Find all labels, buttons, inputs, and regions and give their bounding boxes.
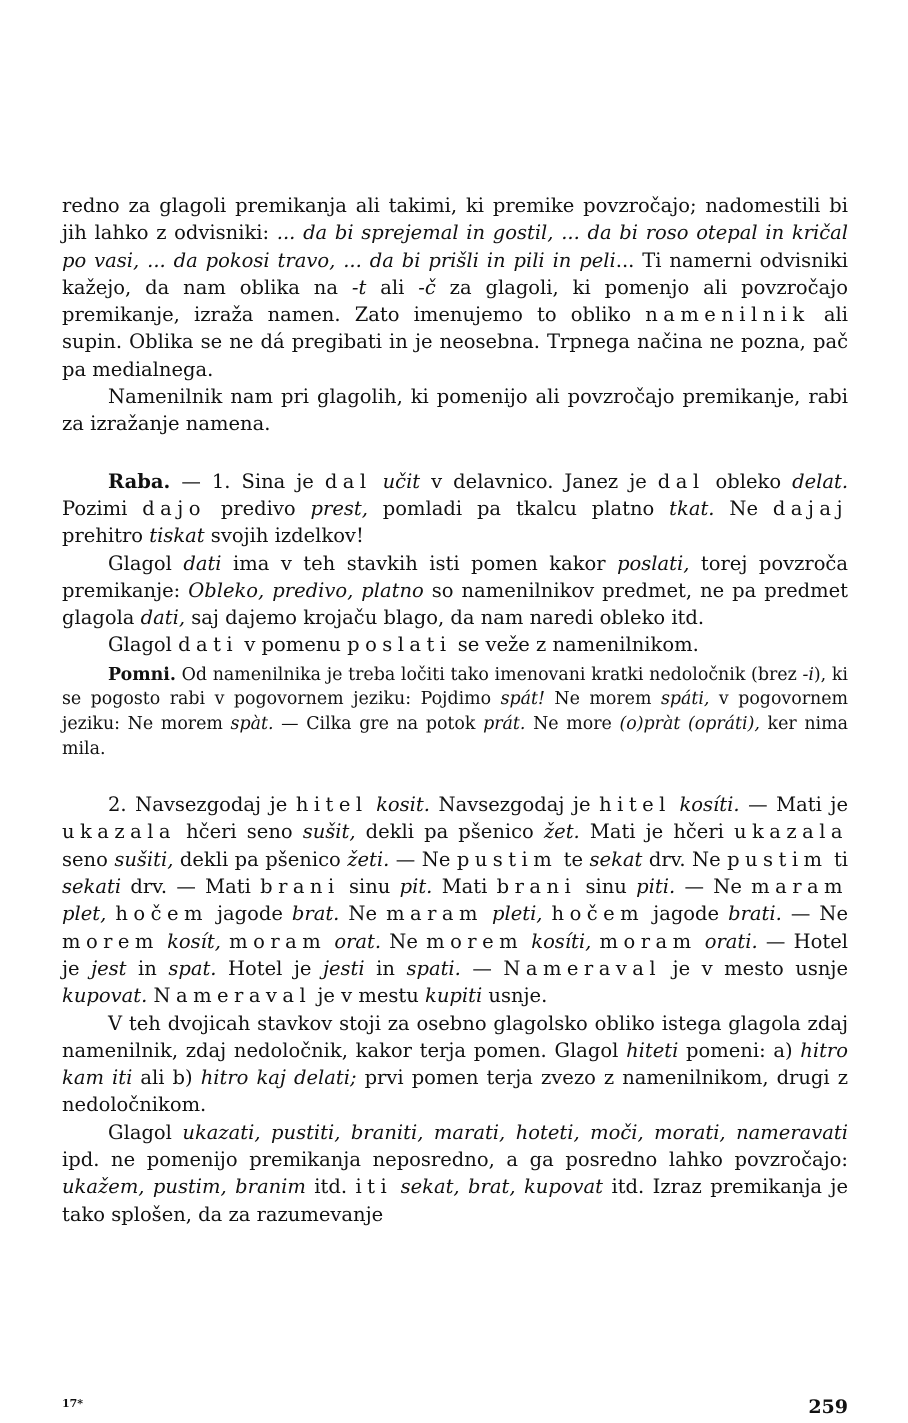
text-run: [483, 902, 492, 925]
spaced-text: moram: [599, 929, 697, 953]
spaced-text: brani: [496, 875, 577, 899]
text-run: Mati je hčeri: [579, 820, 735, 844]
text-run: [106, 902, 115, 925]
text-run: V teh dvojicah stavkov stoji za osebno glagolsko obliko istega glagola zdaj namenilnik, zdaj nedoločnik, kakor terja pomen. Glagol: [62, 1011, 848, 1062]
paragraph: [62, 383, 848, 438]
text-run: pomladi pa tkalcu platno: [367, 496, 670, 520]
italic-text: žet.: [543, 820, 580, 844]
italic-text: sušit,: [302, 820, 356, 844]
paragraph: [62, 631, 848, 658]
spaced-text: iti: [355, 1175, 393, 1199]
spaced-text: hitel: [599, 793, 671, 817]
spaced-text: dajo: [142, 496, 206, 520]
italic-text: plet,: [62, 902, 107, 926]
spaced-text: dati: [178, 633, 239, 657]
text-run: hčeri seno: [175, 820, 303, 844]
text-run: — 1. Sina je: [170, 469, 325, 493]
italic-text: piti.: [636, 875, 676, 899]
italic-text: ... da bi sprejemal in gostil, ... da bi roso otepal in kričal po vasi, ... da pokosi travo, ... da bi prišli in pili in peli: [62, 221, 848, 272]
italic-text: pit.: [399, 875, 433, 899]
text-run: ali supin. Oblika se ne dá pregibati in je neosebna. Trpnega načina ne pozna, pač pa medialnega.: [62, 303, 848, 381]
text-run: — Mati je: [739, 793, 848, 817]
italic-text: kosíti,: [531, 929, 592, 953]
text-run: drv. — Mati: [121, 875, 261, 899]
paragraph: [62, 791, 848, 1009]
italic-text: prest,: [310, 496, 368, 520]
italic-text: spát!: [500, 689, 545, 710]
signature-mark: 17*: [62, 1397, 84, 1410]
text-run: pomeni: a): [678, 1038, 801, 1062]
italic-text: učit: [382, 469, 421, 493]
text-run: redno za glagoli premikanja ali takimi, ki premike povzročajo; nadomestili bi jih lahko z odvisniki:: [62, 194, 848, 245]
text-run: Glagol: [108, 633, 179, 657]
paragraph: [62, 550, 848, 632]
text-run: sinu: [576, 875, 637, 899]
italic-text: orat.: [334, 929, 382, 953]
text-run: — Hotel je: [62, 929, 848, 980]
text-run: Ne: [381, 929, 427, 953]
page-footer: [62, 1388, 848, 1418]
italic-text: tiskat: [149, 524, 205, 548]
italic-text: kupiti: [425, 984, 483, 1008]
spaced-text: morem: [426, 929, 524, 953]
spaced-text: hočem: [115, 902, 208, 926]
italic-text: -č: [418, 275, 436, 299]
text-run: je v mesto usnje: [661, 956, 848, 980]
text-run: Ne morem: [544, 689, 661, 710]
text-run: [159, 930, 167, 953]
spaced-text: namenilnik: [645, 303, 810, 327]
text-run: [697, 930, 705, 953]
text-run: itd. Izraz premikanja je tako splošen, da za razumevanje: [62, 1175, 848, 1226]
text-run: ), ki se pogosto rabi v pogovornem jeziku: Pojdimo: [62, 664, 848, 710]
text-run: [221, 930, 229, 953]
text-run: ker nima mila.: [62, 713, 848, 759]
text-run: te: [557, 847, 590, 871]
italic-text: hitro kam iti: [62, 1038, 848, 1090]
text-run: jagode: [644, 902, 729, 926]
italic-text: tkat.: [669, 496, 715, 520]
italic-text: ukažem, pustim, branim: [62, 1175, 306, 1199]
italic-text: jesti: [322, 956, 365, 980]
text-run: saj dajemo krojaču blago, da nam naredi obleko itd.: [185, 606, 705, 630]
spaced-text: hitel: [295, 793, 368, 817]
spaced-text: ukazala: [62, 820, 176, 844]
text-run: v delavnico. Janez je: [420, 469, 658, 493]
italic-text: poslati,: [617, 551, 690, 575]
spaced-text: ukazala: [734, 820, 848, 844]
italic-text: pleti,: [491, 902, 543, 926]
text-run: — Cilka gre na potok: [273, 713, 484, 734]
text-run: — Ne: [781, 902, 848, 926]
text-run: je v mestu: [311, 984, 426, 1008]
text-run: seno: [62, 847, 115, 871]
text-run: — Ne: [389, 847, 457, 871]
bold-heading: Raba.: [108, 469, 171, 493]
text-run: Ne more: [525, 713, 620, 734]
italic-text: sušiti,: [114, 847, 174, 871]
italic-text: -i: [802, 664, 814, 685]
text-run: drv. Ne: [642, 847, 728, 871]
text-run: ... Ti namerni odvisniki kažejo, da nam oblika na: [62, 248, 848, 299]
spaced-text: dal: [657, 469, 705, 493]
paragraph: [62, 663, 848, 761]
italic-text: kupovat.: [62, 984, 148, 1008]
italic-text: -t: [351, 275, 367, 299]
italic-text: orati.: [704, 929, 758, 953]
text-run: in: [126, 956, 169, 980]
text-run: ali: [366, 275, 419, 299]
text-run: ipd. ne pomenijo premikanja neposredno, a ga posredno lahko povzročajo:: [62, 1147, 848, 1171]
text-run: Od namenilnika je treba ločiti tako imenovani kratki nedoločnik (brez: [175, 664, 803, 685]
spaced-text: Nameraval: [153, 984, 312, 1008]
text-run: [591, 930, 599, 953]
italic-text: spàt.: [230, 713, 274, 734]
text-run: svojih izdelkov!: [204, 524, 364, 548]
italic-text: sekat, brat, kupovat: [400, 1175, 604, 1199]
text-run: Hotel je: [216, 956, 323, 980]
text-run: dekli pa pšenico: [355, 820, 544, 844]
italic-text: brati.: [728, 902, 782, 926]
spaced-text: hočem: [551, 902, 645, 926]
italic-text: delat.: [792, 469, 849, 493]
text-run: [368, 793, 377, 816]
italic-text: spat.: [168, 956, 217, 980]
text-run: za glagoli, ki pomenjo ali povzročajo premikanje, izraža namen. Zato imenujemo to obliko: [62, 275, 849, 327]
spaced-text: pustim: [727, 847, 828, 871]
text-run: —: [460, 956, 504, 980]
text-run: sinu: [339, 875, 400, 899]
italic-text: jest: [91, 956, 127, 980]
text-run: ti: [827, 847, 849, 871]
text-run: [392, 1175, 400, 1198]
italic-text: dati: [183, 551, 222, 575]
text-run: in: [364, 956, 407, 980]
spaced-text: dajaj: [772, 496, 848, 520]
text-run: v pogovornem jeziku: Ne morem: [62, 689, 848, 734]
spaced-text: dal: [324, 469, 372, 493]
italic-text: spáti,: [660, 689, 710, 710]
text-run: jagode: [207, 902, 292, 926]
text-run: Glagol: [108, 1120, 183, 1144]
spaced-text: maram: [386, 902, 483, 926]
text-run: Pozimi: [62, 496, 143, 520]
text-run: torej povzroča premikanje:: [62, 551, 848, 602]
spaced-text: maram: [751, 875, 849, 899]
paragraph: [62, 192, 848, 383]
italic-text: hiteti: [626, 1038, 679, 1062]
page-number: 259: [808, 1396, 848, 1418]
italic-text: kosíti.: [679, 793, 740, 817]
spaced-text: poslati: [347, 633, 452, 657]
paragraph: [62, 468, 848, 550]
italic-text: (o)pràt (opráti),: [619, 713, 760, 734]
italic-text: prát.: [483, 713, 526, 734]
text-run: 2. Navsezgodaj je: [108, 793, 296, 817]
text-run: Mati: [432, 875, 497, 899]
text-run: dekli pa pšenico: [173, 847, 348, 871]
text-run: Navsezgodaj je: [429, 793, 600, 817]
spaced-text: morem: [62, 929, 159, 953]
text-run: Namenilnik nam pri glagolih, ki pomenijo ali povzročajo premikanje, rabi za izražanje namena.: [62, 385, 848, 436]
italic-text: brat.: [291, 902, 340, 926]
text-run: so namenilnikov predmet, ne pa predmet glagola: [62, 578, 848, 630]
italic-text: sekat: [589, 847, 643, 871]
italic-text: hitro kaj delati;: [200, 1066, 357, 1090]
text-run: usnje.: [482, 984, 548, 1008]
text-run: prvi pomen terja zvezo z namenilnikom, drugi z nedoločnikom.: [62, 1066, 848, 1117]
italic-text: spati.: [406, 956, 461, 980]
spaced-text: Nameraval: [503, 956, 662, 980]
page-body: [62, 192, 848, 1228]
spaced-text: moram: [229, 929, 327, 953]
text-run: prehitro: [62, 524, 150, 548]
italic-text: ukazati, pustiti, braniti, marati, hoteti, moči, morati, nameravati: [182, 1120, 848, 1144]
text-run: Ne: [339, 902, 387, 926]
text-run: ima v teh stavkih isti pomen kakor: [221, 551, 618, 575]
italic-text: žeti.: [347, 847, 390, 871]
text-run: [543, 902, 552, 925]
text-run: itd.: [305, 1175, 356, 1199]
text-run: ali b): [132, 1066, 201, 1090]
paragraph: [62, 1119, 848, 1228]
text-run: v pomenu: [238, 633, 348, 657]
text-run: Glagol: [108, 551, 184, 575]
italic-text: Obleko, predivo, platno: [188, 578, 424, 602]
bold-heading: Pomni.: [108, 664, 176, 685]
italic-text: kosít,: [167, 929, 221, 953]
text-run: — Ne: [675, 875, 752, 899]
text-run: Ne: [714, 496, 773, 520]
text-run: se veže z namenilnikom.: [451, 633, 699, 657]
italic-text: dati,: [140, 606, 186, 630]
paragraph: [62, 1010, 848, 1119]
text-run: obleko: [704, 469, 793, 493]
text-run: predivo: [205, 496, 311, 520]
spaced-text: pustim: [456, 847, 558, 871]
spaced-text: brani: [260, 875, 340, 899]
italic-text: sekati: [62, 875, 122, 899]
text-run: [372, 470, 383, 493]
italic-text: kosit.: [376, 793, 430, 817]
